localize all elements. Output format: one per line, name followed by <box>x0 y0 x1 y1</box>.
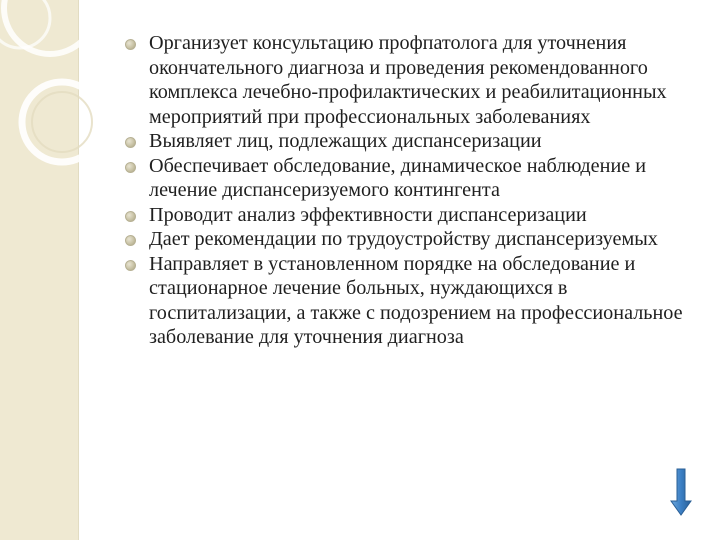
bullet-text: Дает рекомендации по трудоустройству диспансеризуемых <box>149 228 658 250</box>
bullet-icon <box>125 211 136 222</box>
bullet-item <box>125 252 695 350</box>
bullet-item <box>125 203 695 228</box>
circle-rings-decoration <box>0 0 140 220</box>
bullet-item <box>125 154 695 203</box>
bullet-item <box>125 227 695 252</box>
bullet-icon <box>125 235 136 246</box>
bullet-icon <box>125 162 136 173</box>
bullet-text: Выявляет лиц, подлежащих диспансеризации <box>149 130 542 152</box>
bullet-text: Направляет в установленном порядке на обследование и стационарное лечение больных, нуждающихся в госпитализации, а также с подозрением на профессиональное заболевание для уточнения диагноза <box>149 252 683 348</box>
bullet-content <box>125 31 695 350</box>
bullet-icon <box>125 137 136 148</box>
bullet-text: Организует консультацию профпатолога для уточнения окончательного диагноза и проведения рекомендованного комплекса лечебно-профилактических и реабилитационных мероприятий при профессиональных заболеваниях <box>149 32 667 128</box>
arrow-down-icon[interactable] <box>670 468 692 516</box>
bullet-icon <box>125 39 136 50</box>
bullet-text: Обеспечивает обследование, динамическое наблюдение и лечение диспансеризуемого контингента <box>149 154 647 201</box>
bullet-text: Проводит анализ эффективности диспансеризации <box>149 203 587 226</box>
bullet-item <box>125 31 695 129</box>
bullet-item <box>125 129 695 154</box>
bullet-icon <box>125 260 136 271</box>
bullet-list <box>125 31 695 350</box>
